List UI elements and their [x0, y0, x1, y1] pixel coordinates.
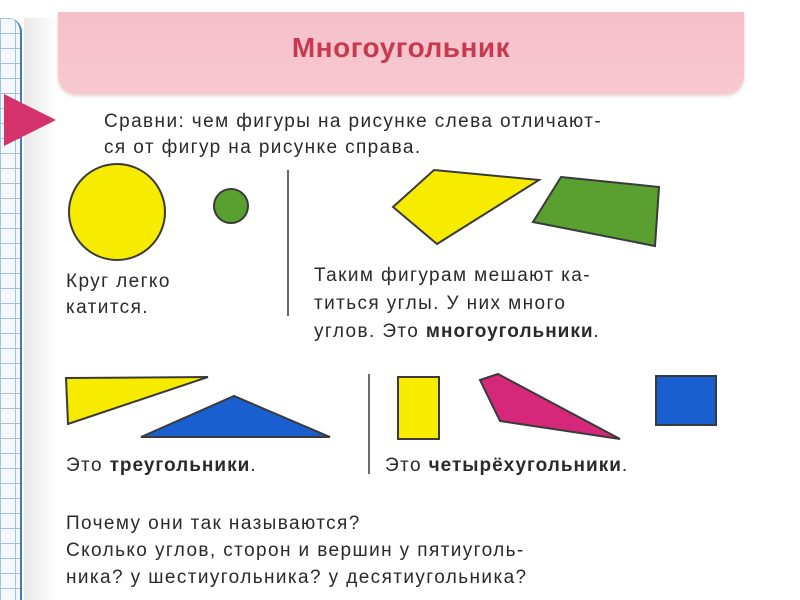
triangle-caption-start: Это	[66, 455, 110, 476]
quad-caption-start: Это	[385, 455, 429, 476]
triangle-caption	[66, 452, 257, 479]
triangle-caption-end: .	[250, 455, 257, 476]
polygon-caption-line-3-start: углов. Это	[314, 321, 426, 342]
polygon-caption-line-3-end: .	[593, 321, 601, 342]
polygon-caption-line-3	[314, 318, 600, 345]
quad-caption-end: .	[621, 455, 629, 476]
instruction-line-1: Сравни: чем фигуры на рисунке слева отличают-	[104, 111, 603, 132]
instruction-line-2: ся от фигур на рисунке справа.	[104, 137, 422, 158]
yellow-rectangle	[398, 377, 439, 439]
small-green-circle	[214, 189, 248, 223]
blue-square	[656, 376, 716, 425]
polygon-caption-line-1: Таким фигурам мешают ка-	[314, 265, 592, 286]
vertical-divider-bottom	[368, 374, 370, 474]
circle-caption-line-1: Круг легко	[66, 271, 171, 292]
quad-caption	[385, 452, 629, 479]
page-title: Многоугольник	[291, 32, 511, 63]
vertical-divider-top	[287, 170, 289, 316]
large-yellow-circle	[69, 164, 165, 260]
polygon-caption-term: многоугольники	[425, 321, 594, 342]
triangle-caption-term: треугольники	[109, 455, 251, 476]
question-line-3: ника? у шестиугольника? у десятиугольника?	[66, 567, 528, 588]
quad-caption-term: четырёхугольники	[428, 455, 622, 476]
green-trapezoid	[533, 177, 659, 246]
circle-caption-line-2: катится.	[66, 297, 149, 318]
blue-triangle	[141, 396, 330, 437]
yellow-quadrilateral	[393, 170, 539, 244]
question-line-2: Сколько углов, сторон и вершин у пятиуголь-	[66, 540, 525, 561]
magenta-quadrilateral	[480, 374, 620, 439]
polygon-caption-line-2: титься углы. У них много	[314, 293, 567, 314]
question-line-1: Почему они так называются?	[66, 513, 361, 534]
